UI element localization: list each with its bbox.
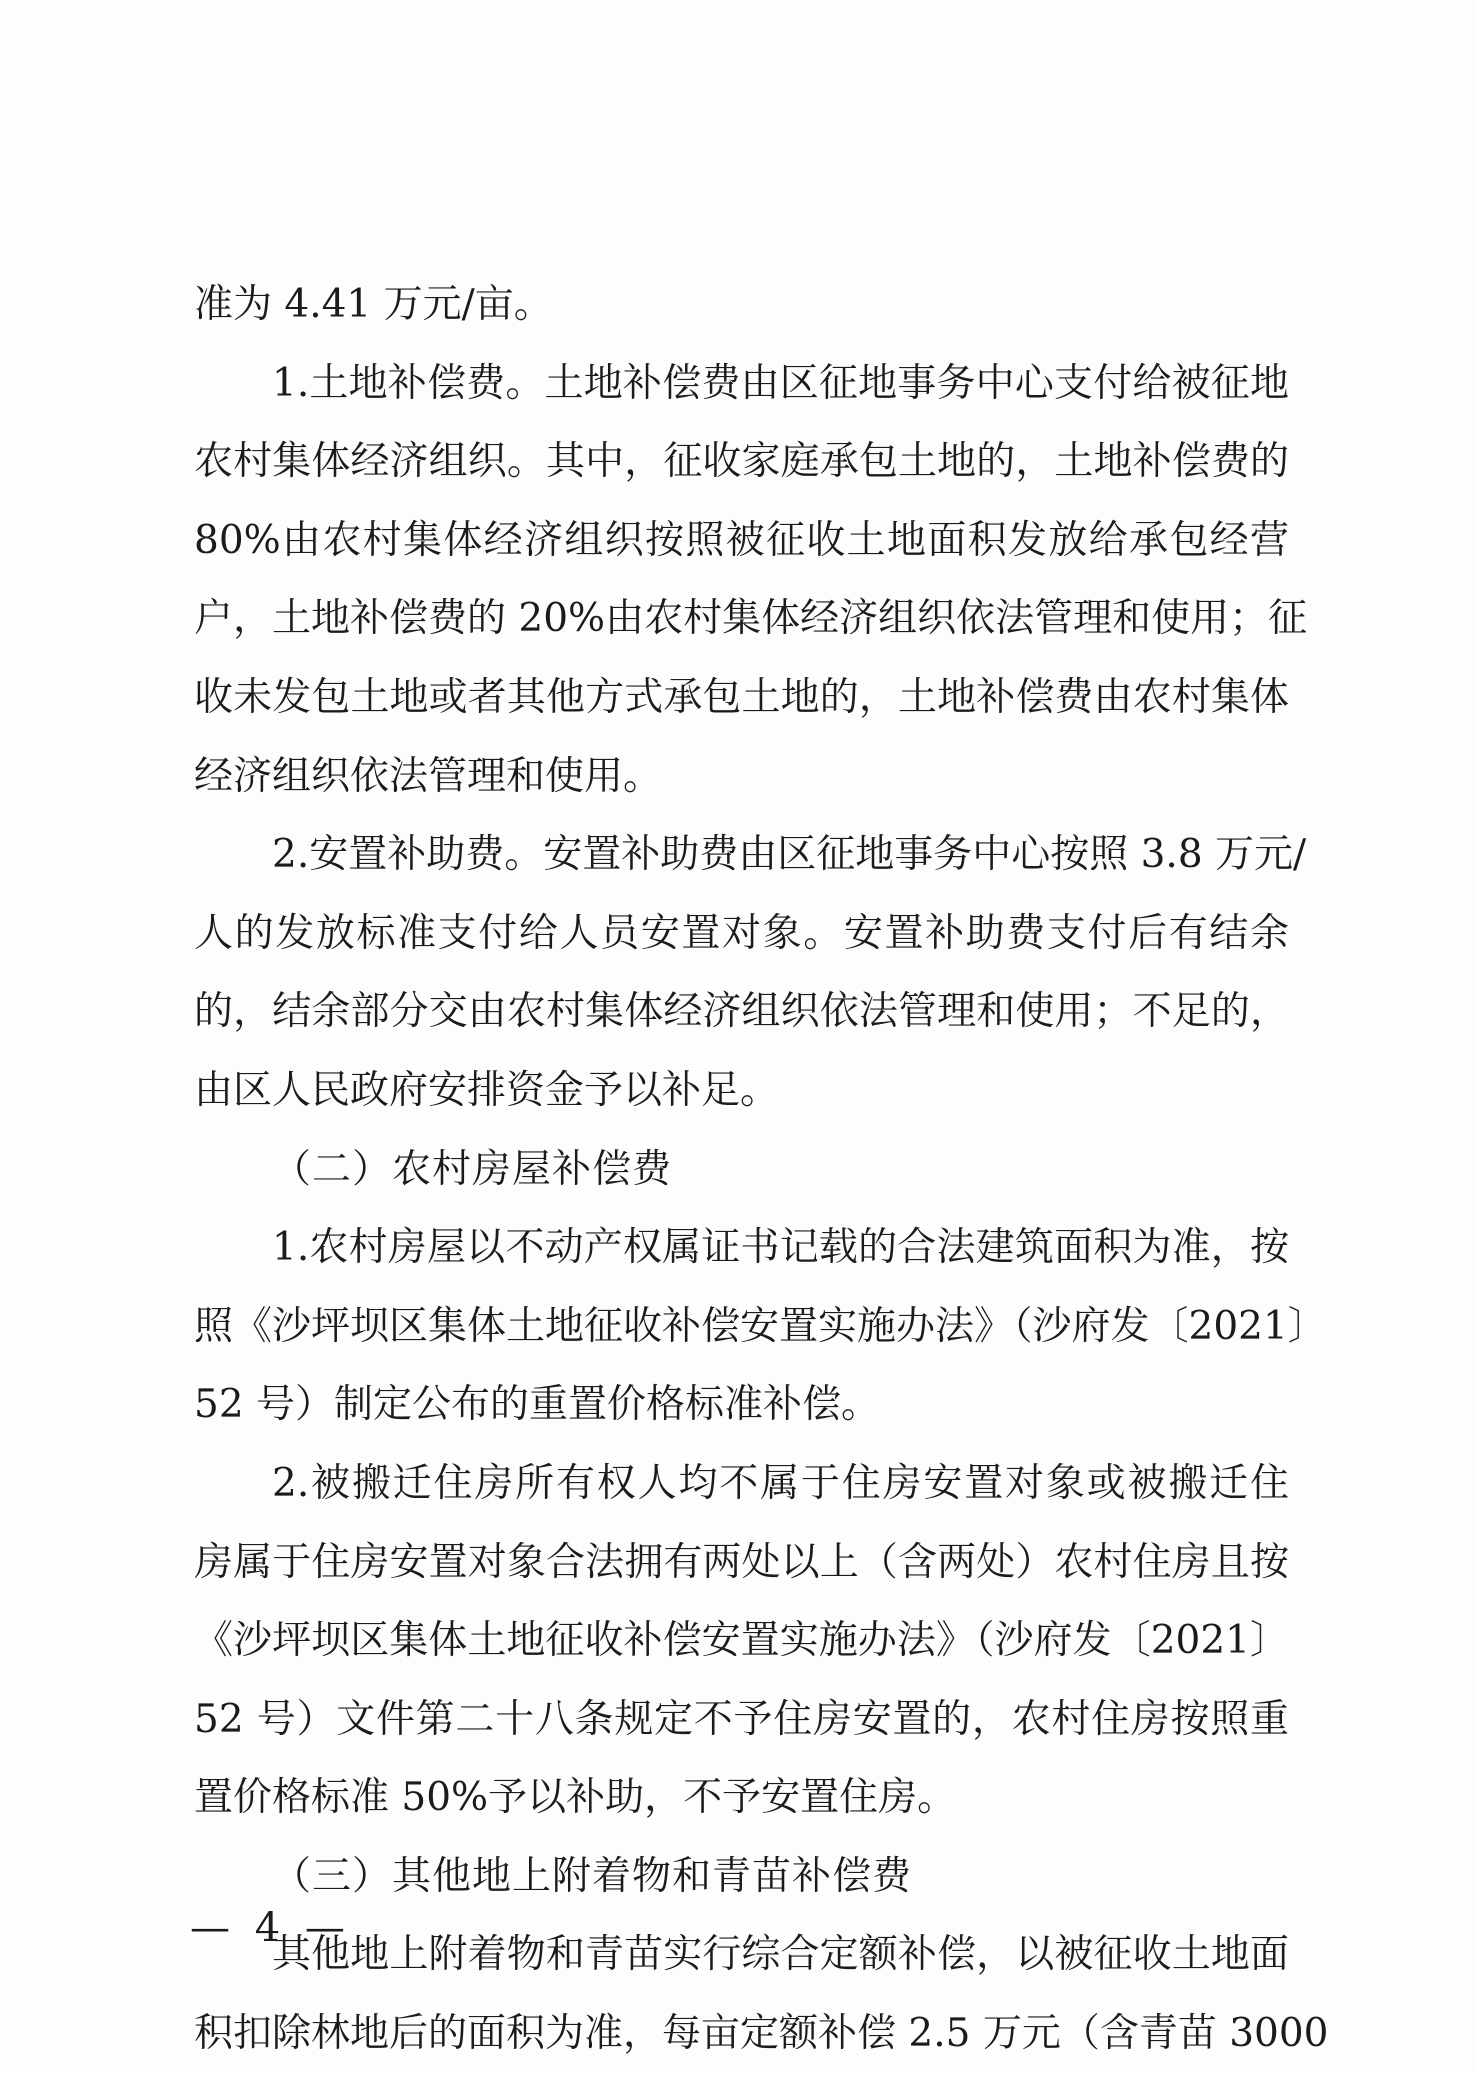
paragraph-rural-housing-2: 2.被搬迁住房所有权人均不属于住房安置对象或被搬迁住: [272, 1460, 1289, 1506]
text-line: 由区人民政府安排资金予以补足。: [194, 1067, 780, 1113]
text-line: 收未发包土地或者其他方式承包土地的，土地补偿费由农村集体: [194, 674, 1289, 720]
text-line: 准为 4.41 万元/亩。: [194, 282, 553, 327]
text-line: 房属于住房安置对象合法拥有两处以上（含两处）农村住房且按: [194, 1539, 1289, 1585]
page-number: — 4 —: [190, 1905, 351, 1951]
text-line: 52 号）制定公布的重置价格标准补偿。: [194, 1382, 881, 1428]
text-line: 《沙坪坝区集体土地征收补偿安置实施办法》（沙府发〔2021〕: [194, 1618, 1289, 1664]
text-line: 人的发放标准支付给人员安置对象。安置补助费支付后有结余: [194, 910, 1289, 956]
section-heading-attachments: （三）其他地上附着物和青苗补偿费: [272, 1853, 913, 1899]
paragraph-rural-housing-1: 1.农村房屋以不动产权属证书记载的合法建筑面积为准，按: [272, 1225, 1289, 1271]
section-heading-rural-housing: （二）农村房屋补偿费: [272, 1146, 673, 1192]
text-line: 经济组织依法管理和使用。: [194, 753, 663, 799]
text-line: 积扣除林地后的面积为准，每亩定额补偿 2.5 万元（含青苗 3000: [194, 2011, 1329, 2057]
text-line: 户，土地补偿费的 20%由农村集体经济组织依法管理和使用；征: [194, 596, 1308, 642]
paragraph-resettlement-subsidy: 2.安置补助费。安置补助费由区征地事务中心按照 3.8 万元/: [272, 832, 1307, 878]
text-line: 置价格标准 50%予以补助，不予安置住房。: [194, 1775, 957, 1821]
text-line: 农村集体经济组织。其中，征收家庭承包土地的，土地补偿费的: [194, 439, 1289, 485]
paragraph-attachments: 其他地上附着物和青苗实行综合定额补偿，以被征收土地面: [272, 1932, 1289, 1978]
document-body: [194, 266, 1329, 2074]
text-line: 80%由农村集体经济组织按照被征收土地面积发放给承包经营: [194, 517, 1289, 563]
paragraph-land-compensation: 1.土地补偿费。土地补偿费由区征地事务中心支付给被征地: [272, 360, 1289, 406]
text-line: 照《沙坪坝区集体土地征收补偿安置实施办法》（沙府发〔2021〕: [194, 1303, 1327, 1349]
text-line: 的，结余部分交由农村集体经济组织依法管理和使用；不足的，: [194, 989, 1289, 1035]
text-line: 52 号）文件第二十八条规定不予住房安置的，农村住房按照重: [194, 1696, 1289, 1742]
